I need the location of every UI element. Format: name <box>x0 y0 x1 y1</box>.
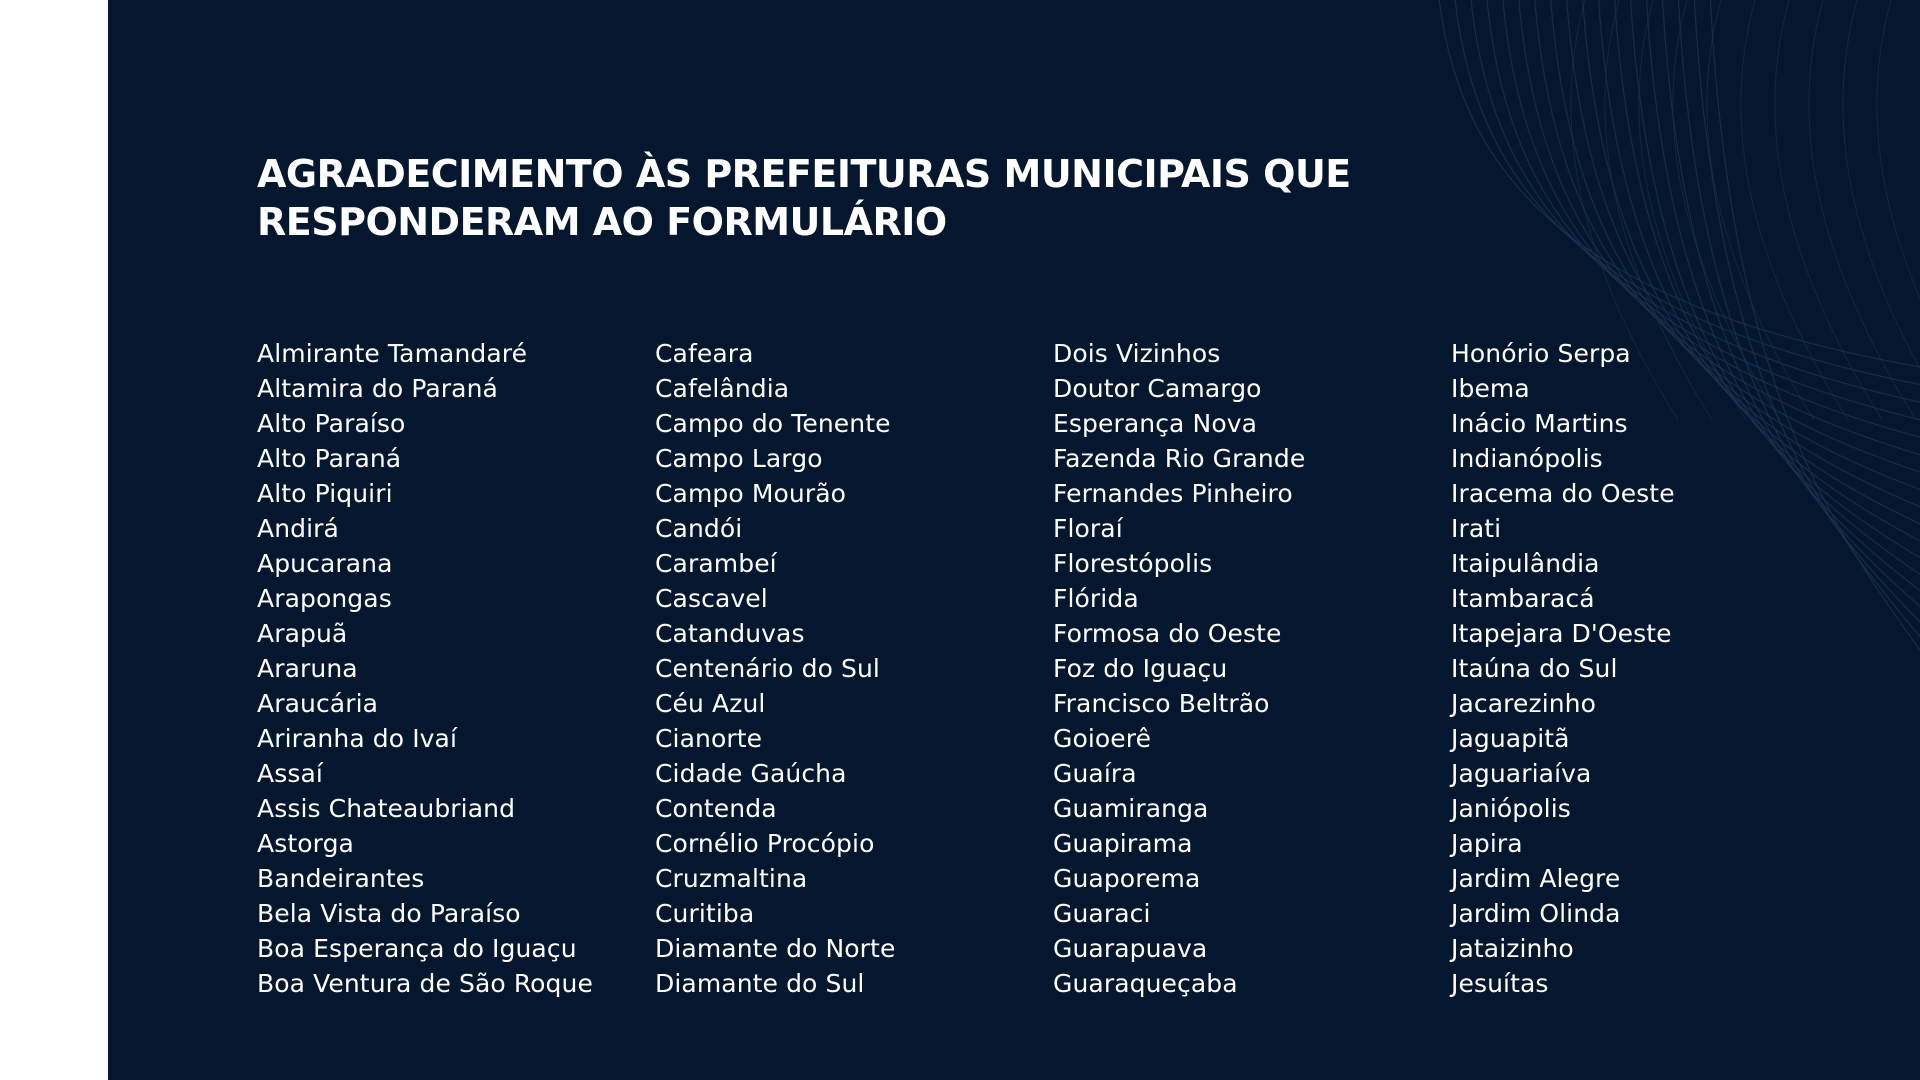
title-line-1: AGRADECIMENTO ÀS PREFEITURAS MUNICIPAIS QUE <box>257 152 1351 196</box>
municipality-name: Irati <box>1451 514 1502 543</box>
municipality-name: Arapuã <box>257 619 348 648</box>
municipality-name: Cornélio Procópio <box>655 829 875 858</box>
municipality-name: Fernandes Pinheiro <box>1053 479 1293 508</box>
municipality-name: Arapongas <box>257 584 392 613</box>
municipality-name: Jesuítas <box>1451 969 1549 998</box>
municipality-name: Guaporema <box>1053 864 1201 893</box>
municipality-name: Céu Azul <box>655 689 766 718</box>
municipality-name: Curitiba <box>655 899 755 928</box>
municipality-name: Contenda <box>655 794 777 823</box>
municipality-name: Altamira do Paraná <box>257 374 498 403</box>
municipality-name: Alto Piquiri <box>257 479 393 508</box>
municipality-name: Candói <box>655 514 743 543</box>
municipality-name: Indianópolis <box>1451 444 1603 473</box>
municipality-name: Diamante do Norte <box>655 934 896 963</box>
page-title <box>257 150 1457 246</box>
municipality-name: Janiópolis <box>1451 794 1571 823</box>
municipality-name: Guaíra <box>1053 759 1137 788</box>
municipality-name: Inácio Martins <box>1451 409 1628 438</box>
municipality-name: Guarapuava <box>1053 934 1208 963</box>
municipality-name: Iracema do Oeste <box>1451 479 1675 508</box>
municipality-name: Itaúna do Sul <box>1451 654 1618 683</box>
municipality-name: Jataizinho <box>1451 934 1574 963</box>
municipality-name: Alto Paraíso <box>257 409 406 438</box>
municipality-name: Cafeara <box>655 339 754 368</box>
municipality-name: Assis Chateaubriand <box>257 794 516 823</box>
municipality-name: Catanduvas <box>655 619 805 648</box>
municipality-name: Florestópolis <box>1053 549 1213 578</box>
municipality-name: Centenário do Sul <box>655 654 880 683</box>
municipality-name: Jaguapitã <box>1451 724 1570 753</box>
municipality-name: Foz do Iguaçu <box>1053 654 1228 683</box>
municipality-name: Jardim Alegre <box>1451 864 1621 893</box>
title-line-2: RESPONDERAM AO FORMULÁRIO <box>257 200 947 244</box>
municipality-name: Esperança Nova <box>1053 409 1258 438</box>
municipality-name: Campo Mourão <box>655 479 847 508</box>
municipality-name: Araruna <box>257 654 358 683</box>
municipality-name: Cruzmaltina <box>655 864 808 893</box>
municipality-name: Itaipulândia <box>1451 549 1600 578</box>
municipality-name: Diamante do Sul <box>655 969 865 998</box>
municipality-name: Campo Largo <box>655 444 823 473</box>
municipality-column-3 <box>1053 336 1443 1001</box>
municipality-name: Formosa do Oeste <box>1053 619 1282 648</box>
municipality-name: Astorga <box>257 829 354 858</box>
municipality-name: Honório Serpa <box>1451 339 1631 368</box>
municipality-name: Cafelândia <box>655 374 790 403</box>
municipality-name: Dois Vizinhos <box>1053 339 1221 368</box>
municipality-name: Itambaracá <box>1451 584 1595 613</box>
municipality-column-4 <box>1451 336 1841 1001</box>
left-white-margin <box>0 0 108 1080</box>
municipality-name: Itapejara D'Oeste <box>1451 619 1672 648</box>
municipality-column-1 <box>257 336 647 1001</box>
municipality-name: Cidade Gaúcha <box>655 759 847 788</box>
municipality-name: Cianorte <box>655 724 763 753</box>
municipality-name: Francisco Beltrão <box>1053 689 1270 718</box>
municipality-name: Floraí <box>1053 514 1123 543</box>
municipality-name: Jardim Olinda <box>1451 899 1621 928</box>
municipality-name: Goioerê <box>1053 724 1152 753</box>
municipality-name: Guaraci <box>1053 899 1151 928</box>
municipality-name: Cascavel <box>655 584 768 613</box>
municipality-name: Campo do Tenente <box>655 409 891 438</box>
municipality-name: Almirante Tamandaré <box>257 339 528 368</box>
municipality-name: Flórida <box>1053 584 1139 613</box>
municipality-name: Alto Paraná <box>257 444 402 473</box>
municipality-name: Guapirama <box>1053 829 1193 858</box>
municipality-name: Andirá <box>257 514 339 543</box>
municipality-name: Araucária <box>257 689 379 718</box>
municipality-name: Jacarezinho <box>1451 689 1597 718</box>
municipality-name: Ibema <box>1451 374 1530 403</box>
municipality-name: Boa Ventura de São Roque <box>257 969 593 998</box>
municipality-name: Doutor Camargo <box>1053 374 1262 403</box>
municipality-name: Japira <box>1451 829 1523 858</box>
municipality-name: Jaguariaíva <box>1451 759 1592 788</box>
municipality-name: Bela Vista do Paraíso <box>257 899 521 928</box>
municipality-name: Ariranha do Ivaí <box>257 724 458 753</box>
municipality-name: Apucarana <box>257 549 393 578</box>
slide-panel <box>108 0 1920 1080</box>
municipality-name: Guamiranga <box>1053 794 1209 823</box>
municipality-name: Carambeí <box>655 549 777 578</box>
municipality-name: Bandeirantes <box>257 864 425 893</box>
municipality-column-2 <box>655 336 1045 1001</box>
municipality-name: Assaí <box>257 759 323 788</box>
municipality-name: Fazenda Rio Grande <box>1053 444 1306 473</box>
municipality-name: Guaraqueçaba <box>1053 969 1238 998</box>
municipality-name: Boa Esperança do Iguaçu <box>257 934 577 963</box>
